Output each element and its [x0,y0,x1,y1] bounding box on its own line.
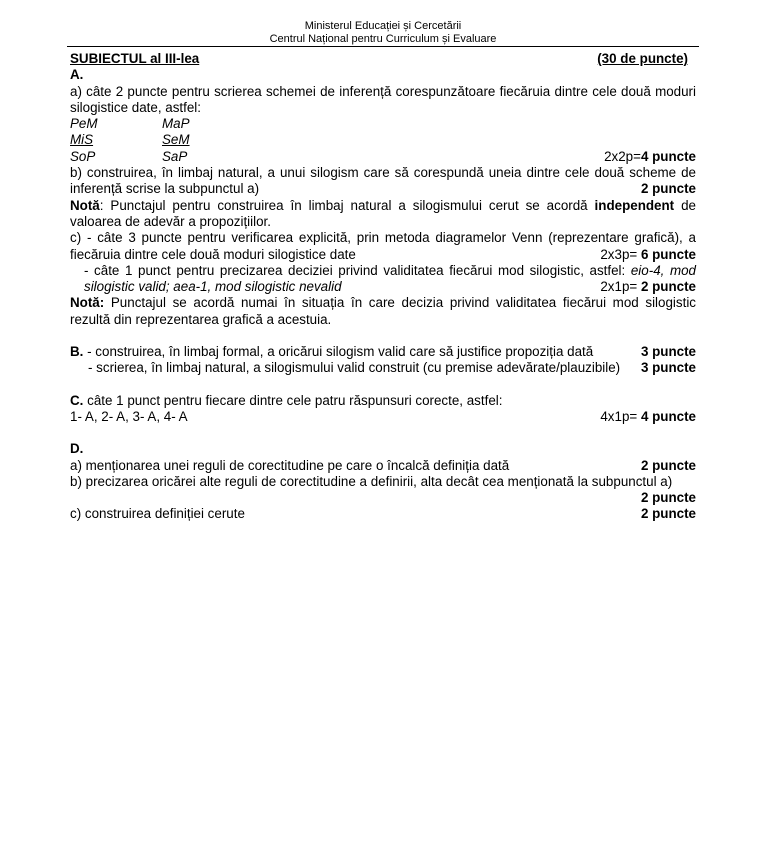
a-item-c2-score: 2x1p= 2 puncte [600,279,696,295]
a-item-b-text: b) construirea, în limbaj natural, a unui silogism care să corespundă uneia dintre cele două scheme de inferență scrise la subpunctul a) 2 puncte [70,165,696,197]
a-note-1: Notă: Punctajul pentru construirea în limbaj natural a silogismului cerut se acordă independent de valoarea de adevăr a propozițiilor. [70,197,696,229]
c-score: 4x1p= 4 puncte [600,408,696,424]
header-ministry: Ministerul Educației și Cercetării [304,20,462,32]
inference-schema [70,116,696,165]
document-page [70,20,696,523]
subject-title: SUBIECTUL al III-lea [70,51,200,66]
section-a-label: A. [70,67,84,83]
header-divider [67,46,699,47]
d-item-b: b) precizarea oricărei alte reguli de corectitudine a definirii, alta decât cea menționată la subpunctul a) 2 puncte [70,473,696,506]
schema-premise-1a: PeM [70,116,98,132]
a-item-c-text: c) - câte 3 puncte pentru verificarea explicită, prin metoda diagramelor Venn (reprezentare grafică), a fiecăruia dintre cele două moduri silogistice date 2x3p= 6 puncte [70,230,696,262]
section-d-label: D. [70,441,84,457]
b-line-2-score: 3 puncte [640,360,696,376]
d-item-c-score: 2 puncte [640,506,696,522]
c-answers-row [70,409,696,425]
schema-conclusion-b: SaP [162,148,188,164]
section-b [70,344,696,377]
section-d [70,441,696,522]
c-answers: 1- A, 2- A, 3- A, 4- A [70,408,188,424]
document-header [70,20,696,46]
b-line-1-score: 3 puncte [640,344,696,360]
section-a [70,67,696,328]
schema-premise-1b: MaP [162,116,190,132]
subject-points: (30 de puncte) [597,51,688,66]
a-item-a-text: a) câte 2 puncte pentru scrierea schemei de inferență corespunzătoare fiecăruia dintre cele două moduri silogistice date, astfel: [70,83,696,115]
a-item-c2-text: - câte 1 punct pentru precizarea deciziei privind validitatea fiecărui mod silogistic, astfel: eio-4, mod silogistic valid; aea-1, mod silogistic nevalid 2x1p= 2 puncte [84,262,696,295]
b-line-1: B. - construirea, în limbaj formal, a oricărui silogism valid care să justifice propoziția dată 3 puncte [70,344,696,360]
a-item-c-score: 2x3p= 6 puncte [600,246,696,262]
section-b-label: B. [70,344,84,360]
c-text: C. câte 1 punct pentru fiecare dintre cele patru răspunsuri corecte, astfel: [70,392,503,408]
d-item-a-score: 2 puncte [640,457,696,473]
section-c-label: C. [70,392,84,408]
schema-premise-2a: MiS [70,132,94,148]
d-item-c: c) construirea definiției cerute 2 puncte [70,506,696,522]
schema-premise-2b: SeM [162,132,190,148]
header-center: Centrul Național pentru Curriculum și Evaluare [269,33,497,45]
d-item-b-score: 2 puncte [640,490,696,506]
d-item-a: a) menționarea unei reguli de corectitudine pe care o încalcă definiția dată 2 puncte [70,457,696,473]
subject-heading [70,51,696,67]
a-item-a-score: 2x2p=4 puncte [604,148,696,164]
a-item-b-score: 2 puncte [640,181,696,197]
schema-conclusion-a: SoP [70,148,96,164]
a-note-2: Notă: Punctajul se acordă numai în situația în care decizia privind validitatea fiecărui mod silogistic rezultă din reprezentarea grafică a acestuia. [70,295,696,327]
b-line-2: - scrierea, în limbaj natural, a silogismului valid construit (cu premise adevărate/plauzibile) 3 puncte [88,360,696,376]
section-c [70,393,696,426]
